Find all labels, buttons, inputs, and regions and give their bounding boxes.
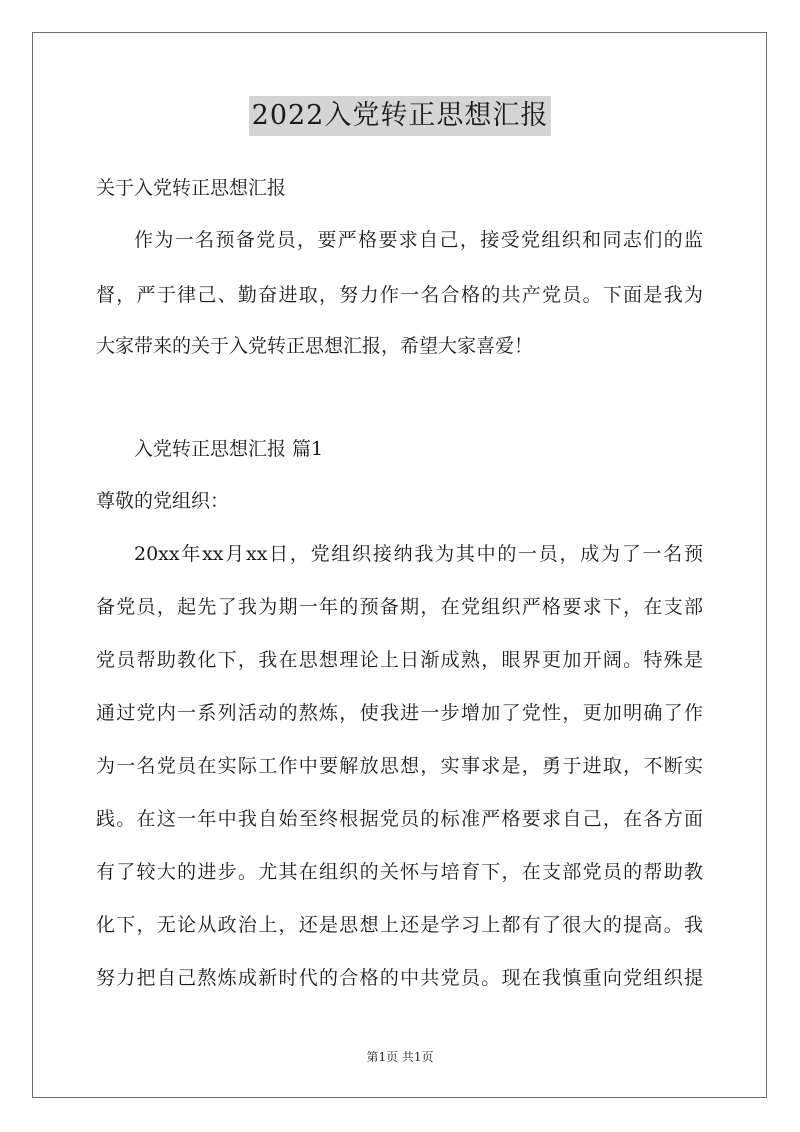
body-line-8: 化下，无论从政治上，还是思想上还是学习上都有了很大的提高。我	[96, 914, 703, 936]
body-line-7: 有了较大的进步。尤其在组织的关怀与培育下，在支部党员的帮助教	[96, 861, 703, 883]
intro-line-3: 大家带来的关于入党转正思想汇报，希望大家喜爱！	[96, 335, 534, 357]
title-container	[0, 96, 800, 136]
document-subtitle: 关于入党转正思想汇报	[96, 177, 287, 199]
intro-line-2: 督，严于律己、勤奋进取，努力作一名合格的共产党员。下面是我为	[96, 284, 703, 306]
salutation: 尊敬的党组织：	[96, 490, 230, 512]
body-line-6: 践。在这一年中我自始至终根据党员的标准严格要求自己，在各方面	[96, 808, 703, 830]
document-title: 2022入党转正思想汇报	[249, 96, 552, 136]
body-line-1: 20xx年xx月xx日，党组织接纳我为其中的一员，成为了一名预	[134, 543, 703, 565]
section-heading: 入党转正思想汇报 篇1	[134, 438, 324, 460]
body-line-4: 通过党内一系列活动的熬炼，使我进一步增加了党性，更加明确了作	[96, 702, 703, 724]
body-line-3: 党员帮助教化下，我在思想理论上日渐成熟，眼界更加开阔。特殊是	[96, 649, 703, 671]
intro-line-1: 作为一名预备党员，要严格要求自己，接受党组织和同志们的监	[134, 229, 703, 251]
body-line-9: 努力把自己熬炼成新时代的合格的中共党员。现在我慎重向党组织提	[96, 967, 703, 989]
body-line-5: 为一名党员在实际工作中要解放思想，实事求是，勇于进取，不断实	[96, 755, 703, 777]
page-footer: 第1页 共1页	[366, 1050, 434, 1064]
body-line-2: 备党员，起先了我为期一年的预备期，在党组织严格要求下，在支部	[96, 596, 703, 618]
